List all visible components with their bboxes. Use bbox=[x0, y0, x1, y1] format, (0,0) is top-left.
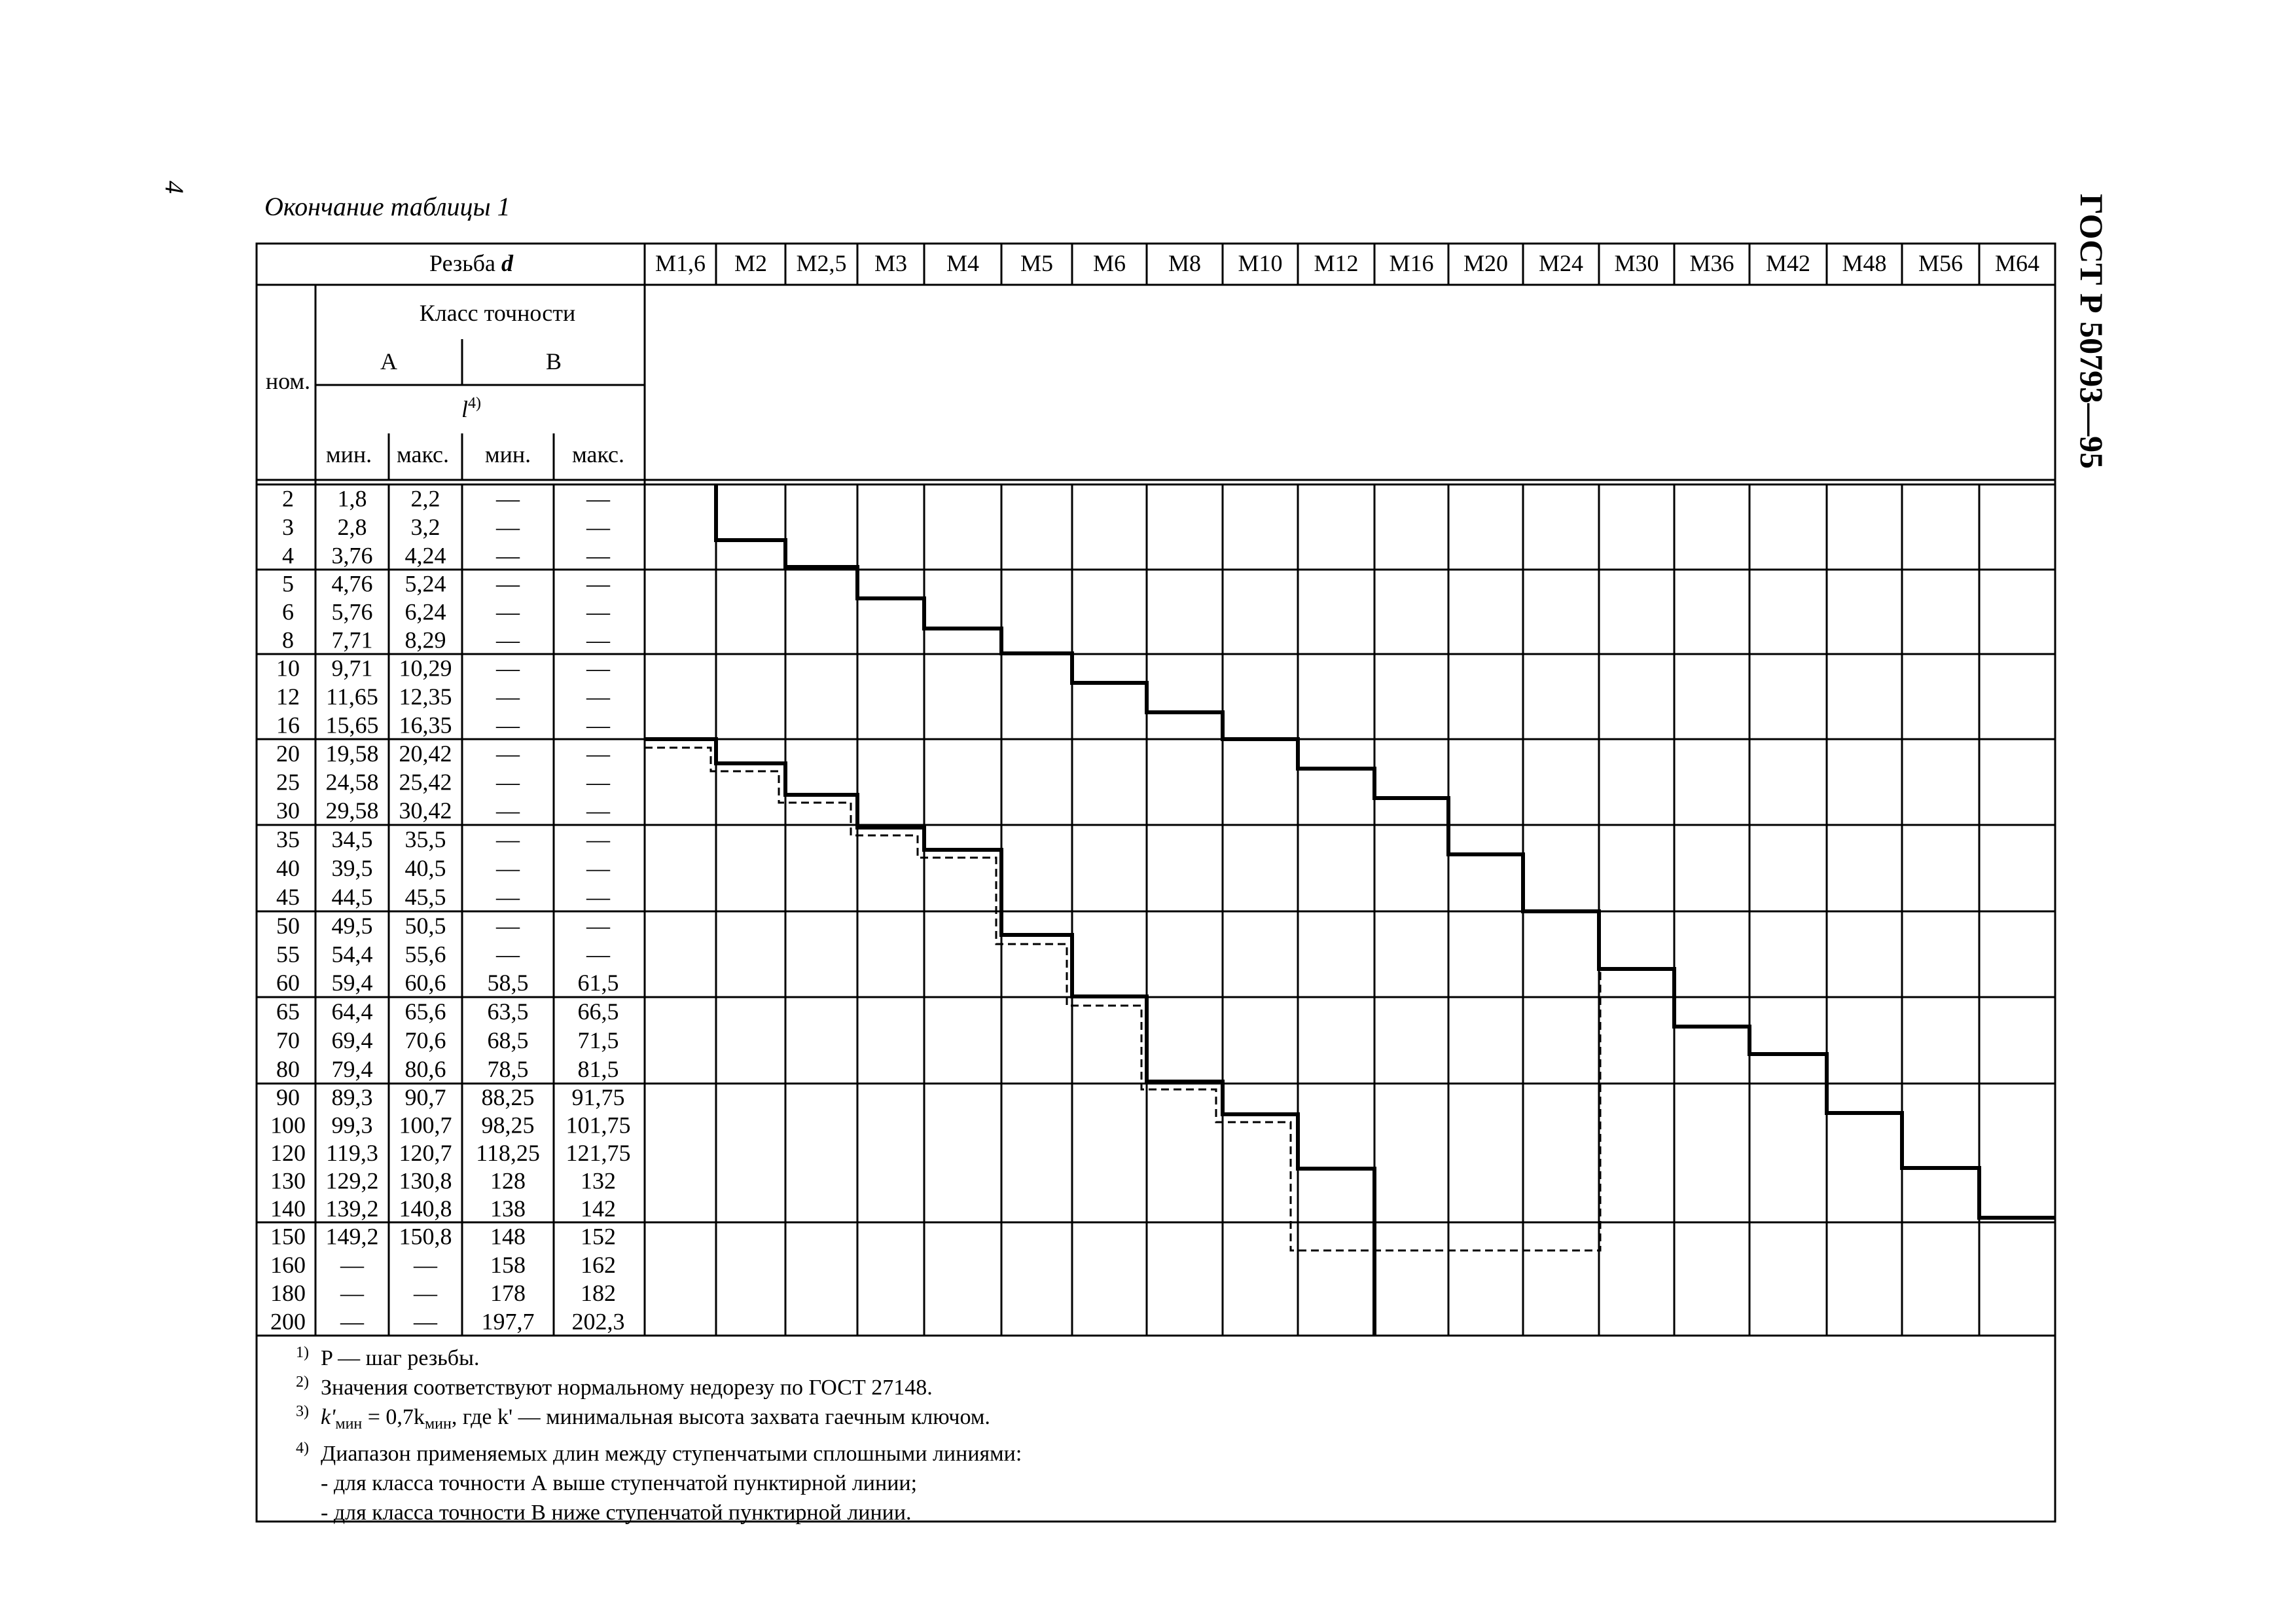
table-cell: 2 bbox=[282, 485, 294, 512]
class-a-header: A bbox=[380, 348, 397, 374]
table-cell: 69,4 bbox=[331, 1027, 373, 1053]
thread-size-label: M10 bbox=[1238, 250, 1283, 276]
thread-size-label: M24 bbox=[1538, 250, 1584, 276]
page-number: 4 bbox=[160, 181, 189, 194]
footnote-4: 4) Диапазон применяемых длин между ступенчатыми сплошными линиями: bbox=[296, 1440, 1022, 1466]
table-cell: — bbox=[496, 912, 520, 939]
standard-designation: ГОСТ Р 50793—95 bbox=[2073, 194, 2110, 469]
table-cell: 54,4 bbox=[331, 941, 373, 968]
thread-size-label: M6 bbox=[1092, 250, 1126, 276]
thread-size-label: M64 bbox=[1994, 250, 2040, 276]
table-cell: 101,75 bbox=[565, 1112, 631, 1139]
table-cell: 121,75 bbox=[565, 1140, 631, 1166]
table-cell: 8,29 bbox=[404, 627, 446, 653]
table-cell: — bbox=[496, 769, 520, 795]
table-cell: — bbox=[586, 514, 610, 540]
table-cell: 10,29 bbox=[399, 655, 452, 682]
table-cell: 200 bbox=[270, 1308, 306, 1335]
table-cell: 35 bbox=[276, 826, 300, 852]
table-cell: — bbox=[496, 485, 520, 512]
thread-size-label: M2 bbox=[734, 250, 768, 276]
table-cell: 80,6 bbox=[404, 1056, 446, 1082]
thread-header: Резьба d bbox=[429, 250, 513, 276]
table-cell: 6,24 bbox=[404, 598, 446, 625]
table-cell: 9,71 bbox=[331, 655, 373, 682]
table-cell: 3 bbox=[282, 514, 294, 540]
table-cell: 10 bbox=[276, 655, 300, 682]
table-cell: 140 bbox=[270, 1195, 306, 1222]
footnote-1: 1) P — шаг резьбы. bbox=[296, 1344, 480, 1370]
table-cell: 65 bbox=[276, 998, 300, 1025]
table-cell: — bbox=[414, 1251, 437, 1278]
table-body bbox=[270, 486, 631, 1335]
thread-size-label: M3 bbox=[874, 250, 908, 276]
table-cell: 55 bbox=[276, 941, 300, 968]
table-cell: 71,5 bbox=[577, 1027, 619, 1053]
thread-size-label: M48 bbox=[1842, 250, 1887, 276]
table-cell: — bbox=[496, 941, 520, 968]
table-cell: — bbox=[586, 941, 610, 968]
table-cell: 19,58 bbox=[325, 740, 379, 767]
thread-size-label: M12 bbox=[1314, 250, 1359, 276]
table-cell: 7,71 bbox=[331, 627, 373, 653]
table-cell: — bbox=[586, 598, 610, 625]
table-cell: 99,3 bbox=[331, 1112, 373, 1139]
table-cell: 40,5 bbox=[404, 855, 446, 881]
thread-size-label: M36 bbox=[1689, 250, 1734, 276]
table-cell: 197,7 bbox=[481, 1308, 535, 1335]
table-cell: 150 bbox=[270, 1223, 306, 1250]
footnotes bbox=[296, 1343, 2030, 1527]
table-cell: 29,58 bbox=[325, 797, 379, 824]
table-cell: 70 bbox=[276, 1027, 300, 1053]
table-cell: — bbox=[414, 1308, 437, 1335]
table-cell: 202,3 bbox=[571, 1308, 625, 1335]
table-cell: 152 bbox=[581, 1223, 616, 1250]
table-cell: 59,4 bbox=[331, 970, 373, 996]
thread-size-label: M8 bbox=[1168, 250, 1202, 276]
table-cell: 55,6 bbox=[404, 941, 446, 968]
table-cell: 88,25 bbox=[481, 1084, 535, 1111]
table-cell: — bbox=[586, 570, 610, 597]
thread-size-label: M4 bbox=[946, 250, 980, 276]
table-cell: — bbox=[586, 740, 610, 767]
step-lines bbox=[645, 484, 2055, 1336]
table-cell: 16 bbox=[276, 712, 300, 739]
table-cell: — bbox=[586, 797, 610, 824]
table-cell: — bbox=[586, 884, 610, 910]
table-cell: 119,3 bbox=[326, 1140, 378, 1166]
table-cell: 130 bbox=[270, 1167, 306, 1194]
table-cell: 120 bbox=[270, 1140, 306, 1166]
thread-size-label: M16 bbox=[1389, 250, 1434, 276]
table-cell: 81,5 bbox=[577, 1056, 619, 1082]
table-cell: 24,58 bbox=[325, 769, 379, 795]
table-cell: 180 bbox=[270, 1280, 306, 1307]
table-cell: 149,2 bbox=[325, 1223, 379, 1250]
thread-size-label: M30 bbox=[1614, 250, 1659, 276]
table-cell: 40 bbox=[276, 855, 300, 881]
table-cell: 148 bbox=[490, 1223, 526, 1250]
table-cell: 12,35 bbox=[399, 684, 452, 710]
table-cell: 120,7 bbox=[399, 1140, 452, 1166]
table-cell: 8 bbox=[282, 627, 294, 653]
table-cell: 132 bbox=[581, 1167, 616, 1194]
table-cell: 16,35 bbox=[399, 712, 452, 739]
table-cell: 78,5 bbox=[487, 1056, 529, 1082]
footnote-3: 3) $k'_{мин} = 0,7k_{мин}$, где k' — минимальная высота захвата гаечным ключом. bbox=[296, 1403, 990, 1432]
table-cell: — bbox=[496, 684, 520, 710]
table-cell: 2,8 bbox=[337, 514, 367, 540]
table-cell: — bbox=[496, 797, 520, 824]
class-b-min-header: мин. bbox=[484, 441, 531, 467]
table-cell: 45,5 bbox=[404, 884, 446, 910]
table-cell: 2,2 bbox=[410, 485, 440, 512]
table-cell: 25,42 bbox=[399, 769, 452, 795]
class-a-max-header: макс. bbox=[396, 441, 450, 467]
table-cell: 15,65 bbox=[325, 712, 379, 739]
footnote-4-class-b: - для класса точности В ниже ступенчатой пунктирной линии. bbox=[321, 1501, 912, 1525]
table-cell: 178 bbox=[490, 1280, 526, 1307]
table-cell: — bbox=[496, 884, 520, 910]
table-cell: 44,5 bbox=[331, 884, 373, 910]
table-cell: 34,5 bbox=[331, 826, 373, 852]
table-cell: 49,5 bbox=[331, 912, 373, 939]
table-cell: 39,5 bbox=[331, 855, 373, 881]
table-cell: 11,65 bbox=[326, 684, 378, 710]
class-b-header: B bbox=[545, 348, 562, 374]
table-cell: — bbox=[496, 514, 520, 540]
thread-size-label: M56 bbox=[1918, 250, 1964, 276]
table-cell: 1,8 bbox=[337, 485, 367, 512]
table-cell: 138 bbox=[490, 1195, 526, 1222]
table-cell: 129,2 bbox=[325, 1167, 379, 1194]
table-cell: — bbox=[496, 542, 520, 569]
table-cell: 140,8 bbox=[399, 1195, 452, 1222]
table-cell: — bbox=[496, 826, 520, 852]
table-cell: 12 bbox=[276, 684, 300, 710]
table-cell: 90,7 bbox=[404, 1084, 446, 1111]
thread-size-label: M20 bbox=[1463, 250, 1509, 276]
table-cell: 4,24 bbox=[404, 542, 446, 569]
table-cell: 150,8 bbox=[399, 1223, 452, 1250]
table-cell: 5 bbox=[282, 570, 294, 597]
table-cell: 79,4 bbox=[331, 1056, 373, 1082]
class-b-max-header: макс. bbox=[571, 441, 625, 467]
table-cell: — bbox=[586, 485, 610, 512]
table-cell: 58,5 bbox=[487, 970, 529, 996]
thread-size-label: M2,5 bbox=[796, 250, 847, 276]
table-cell: — bbox=[496, 655, 520, 682]
table-cell: — bbox=[340, 1308, 364, 1335]
table-cell: — bbox=[496, 712, 520, 739]
footnote-4-class-a: - для класса точности А выше ступенчатой пунктирной линии; bbox=[321, 1471, 918, 1495]
nom-header: ном. bbox=[265, 368, 311, 394]
table-caption: Окончание таблицы 1 bbox=[264, 192, 511, 221]
class-a-min-header: мин. bbox=[325, 441, 372, 467]
table-cell: 91,75 bbox=[571, 1084, 625, 1111]
table-cell: — bbox=[586, 627, 610, 653]
table-cell: 182 bbox=[581, 1280, 616, 1307]
table-cell: 30 bbox=[276, 797, 300, 824]
table-cell: 118,25 bbox=[476, 1140, 540, 1166]
table-cell: 5,76 bbox=[331, 598, 373, 625]
table-cell: 130,8 bbox=[399, 1167, 452, 1194]
table-cell: 158 bbox=[490, 1251, 526, 1278]
table-cell: — bbox=[586, 712, 610, 739]
table-cell: 98,25 bbox=[481, 1112, 535, 1139]
accuracy-class-header: Класс точности bbox=[419, 300, 576, 326]
table-cell: 100,7 bbox=[399, 1112, 452, 1139]
table-cell: — bbox=[586, 542, 610, 569]
table-cell: 66,5 bbox=[577, 998, 619, 1025]
table-cell: 60 bbox=[276, 970, 300, 996]
table-cell: 60,6 bbox=[404, 970, 446, 996]
table-cell: 20 bbox=[276, 740, 300, 767]
table-cell: 139,2 bbox=[325, 1195, 379, 1222]
table-cell: 65,6 bbox=[404, 998, 446, 1025]
table-cell: — bbox=[586, 655, 610, 682]
table-cell: 50 bbox=[276, 912, 300, 939]
table-cell: — bbox=[586, 912, 610, 939]
length-header: $l^{4)}$ bbox=[461, 395, 482, 422]
table-header bbox=[266, 250, 624, 467]
table-cell: 45 bbox=[276, 884, 300, 910]
table-cell: 4,76 bbox=[331, 570, 373, 597]
table-cell: 63,5 bbox=[487, 998, 529, 1025]
table-cell: 20,42 bbox=[399, 740, 452, 767]
table-cell: 25 bbox=[276, 769, 300, 795]
table-cell: — bbox=[496, 598, 520, 625]
table-cell: 128 bbox=[490, 1167, 526, 1194]
table-cell: — bbox=[586, 826, 610, 852]
table-cell: 70,6 bbox=[404, 1027, 446, 1053]
table-cell: 61,5 bbox=[577, 970, 619, 996]
table-cell: 6 bbox=[282, 598, 294, 625]
table-cell: — bbox=[586, 769, 610, 795]
footnote-2: 2) Значения соответствуют нормальному недорезу по ГОСТ 27148. bbox=[296, 1374, 933, 1400]
table-cell: 4 bbox=[282, 542, 294, 569]
table-cell: 142 bbox=[581, 1195, 616, 1222]
table-cell: 89,3 bbox=[331, 1084, 373, 1111]
table-cell: — bbox=[340, 1280, 364, 1307]
table-cell: — bbox=[496, 570, 520, 597]
table-cell: 162 bbox=[581, 1251, 616, 1278]
table-cell: — bbox=[496, 740, 520, 767]
lower-solid-step-line bbox=[645, 739, 1374, 1336]
table-cell: — bbox=[586, 855, 610, 881]
table-cell: 50,5 bbox=[404, 912, 446, 939]
thread-size-label: M42 bbox=[1765, 250, 1811, 276]
thread-size-label: M1,6 bbox=[655, 250, 706, 276]
dashed-step-line bbox=[645, 748, 1600, 1250]
table-cell: 3,2 bbox=[410, 514, 440, 540]
table-cell: 3,76 bbox=[331, 542, 373, 569]
table-cell: — bbox=[496, 627, 520, 653]
table-cell: — bbox=[496, 855, 520, 881]
table-cell: 5,24 bbox=[404, 570, 446, 597]
table-cell: 90 bbox=[276, 1084, 300, 1111]
thread-size-label: M5 bbox=[1020, 250, 1054, 276]
table-cell: — bbox=[586, 684, 610, 710]
table-cell: 35,5 bbox=[404, 826, 446, 852]
table-cell: — bbox=[414, 1280, 437, 1307]
thread-size-headers bbox=[655, 250, 2039, 276]
table-cell: 100 bbox=[270, 1112, 306, 1139]
table-cell: 30,42 bbox=[399, 797, 452, 824]
table-cell: — bbox=[340, 1251, 364, 1278]
table-cell: 160 bbox=[270, 1251, 306, 1278]
table-cell: 68,5 bbox=[487, 1027, 529, 1053]
table-cell: 80 bbox=[276, 1056, 300, 1082]
table-cell: 64,4 bbox=[331, 998, 373, 1025]
